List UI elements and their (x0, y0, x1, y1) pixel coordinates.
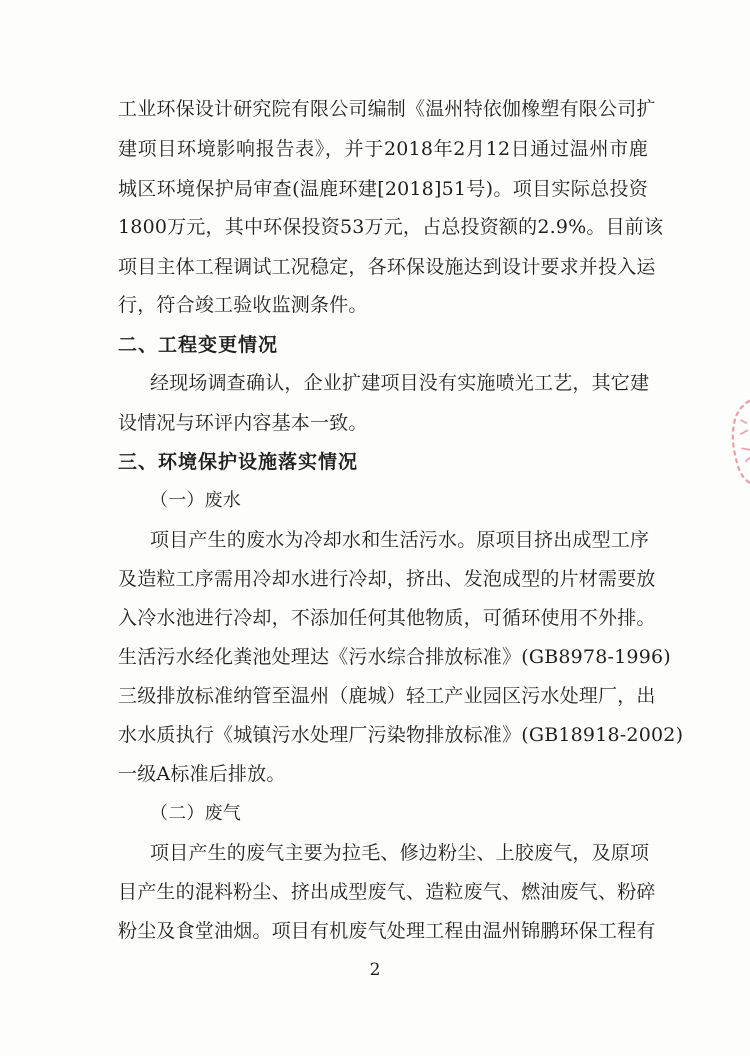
body-line: 城区环境保护局审查(温鹿环建[2018]51号)。项目实际总投资 (118, 178, 648, 200)
body-line: 工业环保设计研究院有限公司编制《温州特依伽橡塑有限公司扩 (118, 98, 656, 120)
body-line: 设情况与环评内容基本一致。 (118, 412, 368, 434)
body-line: 入冷水池进行冷却，不添加任何其他物质，可循环使用不外排。 (118, 607, 656, 629)
seal-stamp (722, 398, 750, 491)
body-line: 项目产生的废水为冷却水和生活污水。原项目挤出成型工序 (150, 529, 650, 551)
body-line: 建项目环境影响报告表》，并于2018年2月12日通过温州市鹿 (118, 138, 648, 160)
body-line: 三级排放标准纳管至温州（鹿城）轻工产业园区污水处理厂，出 (118, 685, 656, 707)
body-line: 一级A标准后排放。 (118, 763, 286, 785)
seal-stamp-icon (722, 398, 750, 491)
body-line: 水水质执行《城镇污水处理厂污染物排放标准》(GB18918-2002) (118, 724, 684, 746)
section-heading: 三、环境保护设施落实情况 (118, 451, 359, 473)
subsection-heading: （一）废水 (150, 490, 241, 511)
body-line: 行，符合竣工验收监测条件。 (118, 294, 368, 316)
body-line: 1800万元，其中环保投资53万元，占总投资额的2.9%。目前该 (118, 216, 664, 238)
section-heading: 二、工程变更情况 (118, 334, 279, 356)
body-line: 项目主体工程调试工况稳定，各环保设施达到设计要求并投入运 (118, 256, 656, 278)
body-line: 及造粒工序需用冷却水进行冷却，挤出、发泡成型的片材需要放 (118, 568, 656, 590)
body-line: 生活污水经化粪池处理达《污水综合排放标准》(GB8978-1996) (118, 646, 671, 668)
body-line: 经现场调查确认，企业扩建项目没有实施喷光工艺，其它建 (150, 372, 650, 394)
body-line: 项目产生的废气主要为拉毛、修边粉尘、上胶废气，及原项 (150, 842, 650, 864)
page-number: 2 (369, 960, 381, 980)
subsection-heading: （二）废气 (150, 803, 241, 824)
body-line: 粉尘及食堂油烟。项目有机废气处理工程由温州锦鹏环保工程有 (118, 920, 656, 942)
body-line: 目产生的混料粉尘、挤出成型废气、造粒废气、燃油废气、粉碎 (118, 881, 656, 903)
